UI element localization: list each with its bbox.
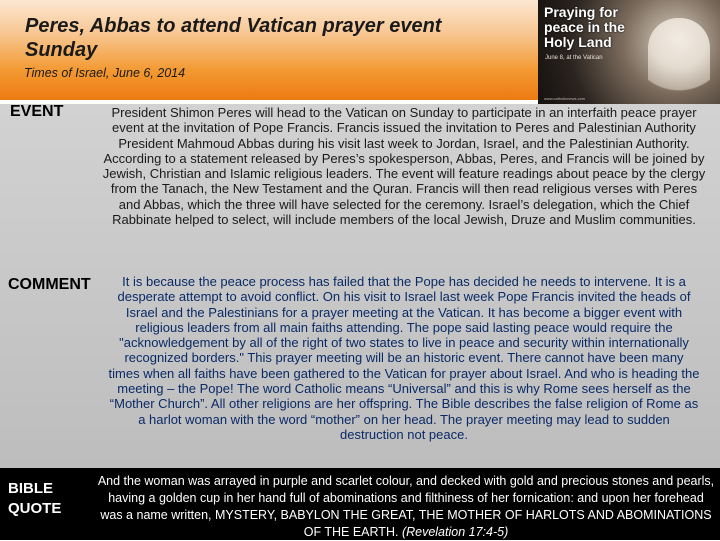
bible-quote-label: BIBLE QUOTE [8, 480, 62, 517]
article-title: Peres, Abbas to attend Vatican prayer event Sunday [25, 15, 442, 61]
bible-quote-body: And the woman was arrayed in purple and scarlet colour, and decked with gold and precious stones and pearls, having a golden cup in her hand full of abominations and filthiness of her fornication: and upon her forehead was a name written, MYSTERY, BABYLON THE GREAT, THE MOTHER OF HARLOTS AND ABOMINATIONS OF THE EARTH. [97, 474, 715, 539]
event-label: EVENT [10, 103, 64, 120]
bible-quote-reference: (Revelation 17:4-5) [401, 525, 509, 539]
comment-label: COMMENT [8, 276, 91, 293]
title-banner [0, 0, 538, 100]
comment-text: It is because the peace process has failed that the Pope has decided he needs to intervene. It is a desperate attempt to avoid conflict. On his visit to Israel last week Pope Francis invited the heads of Israel and the Palestinians for a prayer meeting at the Vatican. It has become a bigger event with religious leaders from all main faiths attending. The pope said lasting peace would require the "acknowledgement by all of the right of two states to live in peace and security within internationally recognized borders." This prayer meeting will be an historic event. There cannot have been many times when all faiths have been gathered to the Vatican for prayer about Israel. And who is heading the meeting – the Pope! The word Catholic means “Universal” and this is why Rome sees herself as the “Mother Church”. All other religions are her offspring. The Bible describes the false religion of Rome as a harlot woman with the word “mother” on her head. The prayer meeting may lead to sudden destruction not peace. [108, 274, 700, 442]
bible-quote-text [96, 473, 716, 541]
photo-caption: June 8, at the Vatican [545, 55, 603, 61]
pope-figure-image [648, 18, 710, 104]
photo-credit: www.catholicnews.com [544, 96, 586, 101]
event-text: President Shimon Peres will head to the Vatican on Sunday to participate in an interfaith peace prayer event at the invitation of Pope Francis. Francis issued the invitation to Peres and Palestinian Authority President Mahmoud Abbas during his visit last week to Jordan, Israel, and the Palestinian Authority. According to a statement released by Peres’s spokesperson, Abbas, Peres, and Francis will be joined by Jewish, Christian and Islamic religious leaders. The event will feature readings about peace by the clergy from the Tanach, the New Testament and the Quran. Francis will then read religious verses with Peres and Abbas, which the three will have selected for the ceremony. Israel’s delegation, which the Chief Rabbinate helped to select, will include members of the local Jewish, Druze and Muslim communities. [102, 105, 706, 228]
photo-heading: Praying for peace in the Holy Land [544, 4, 625, 50]
article-source: Times of Israel, June 6, 2014 [24, 66, 186, 80]
vatican-prayer-photo [538, 0, 720, 104]
